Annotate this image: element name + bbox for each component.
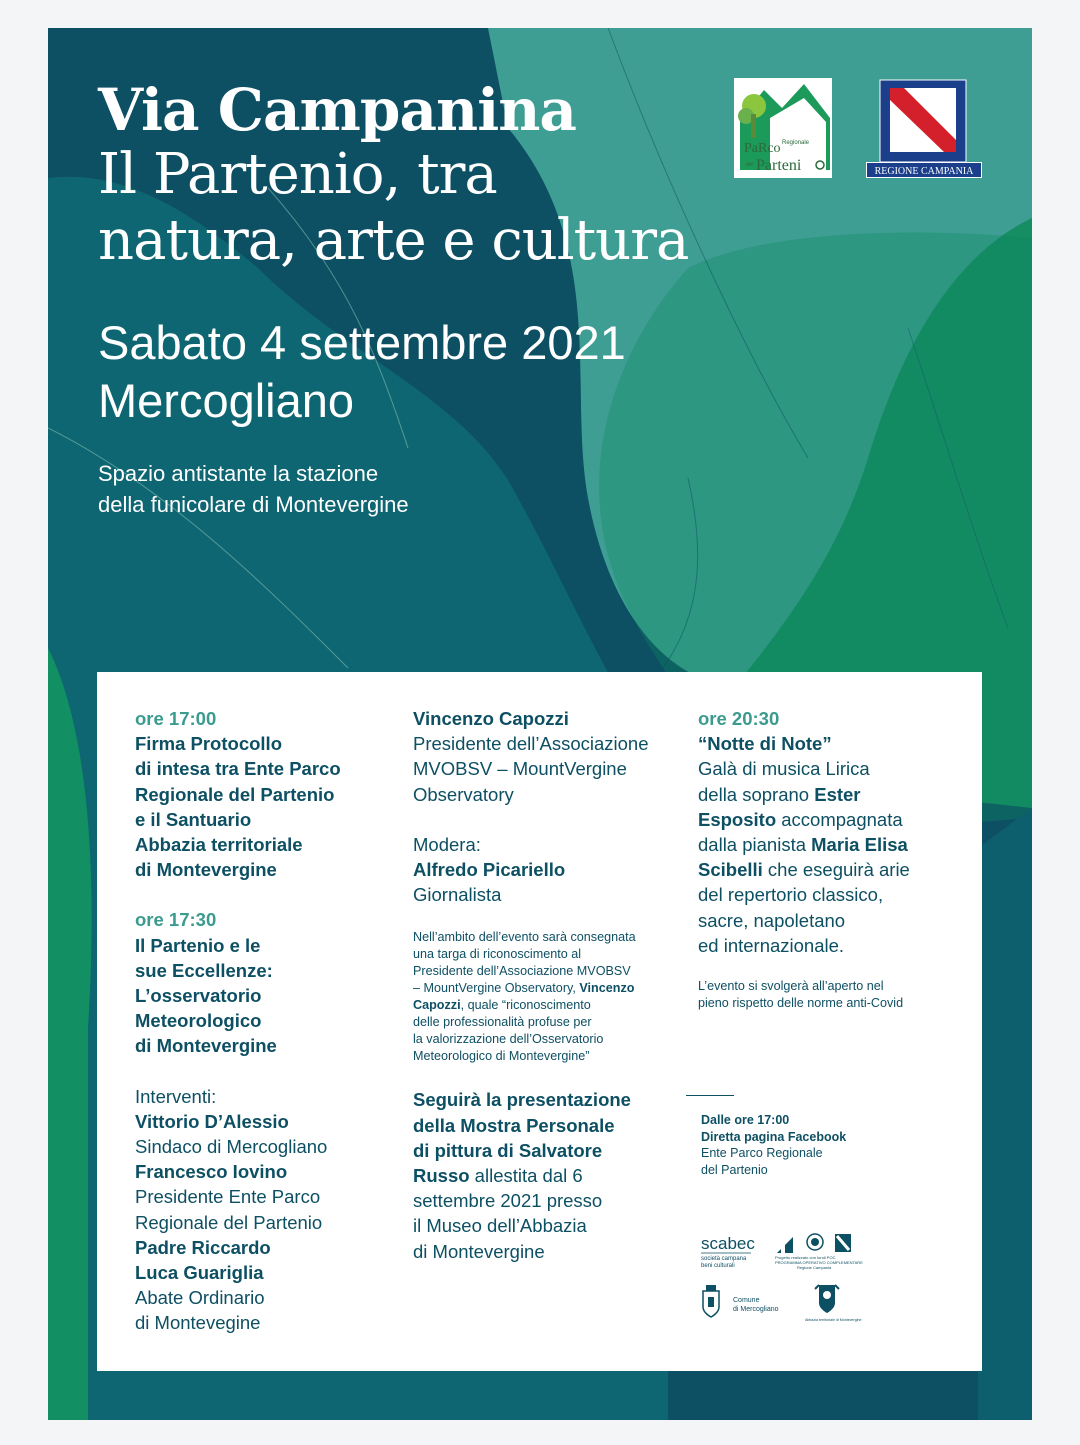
- event-title: [98, 78, 688, 274]
- award-note-line: delle professionalità profuse per: [413, 1015, 592, 1030]
- scabec-logo: scabec: [701, 1234, 755, 1253]
- concert-desc-line: ed internazionale.: [698, 934, 845, 956]
- program-column-3: [698, 706, 943, 1012]
- abbazia-text: Abbazia territoriale di Montevergine: [805, 1318, 862, 1322]
- speaker-role: MVOBSV – MountVergine: [413, 758, 627, 780]
- covid-note-line: L’evento si svolgerà all’aperto nel: [698, 979, 884, 994]
- speaker-name: Francesco Iovino: [135, 1161, 288, 1183]
- regione-logo-text: REGIONE CAMPANIA: [874, 166, 974, 177]
- comune-text-2: di Mercogliano: [733, 1306, 779, 1313]
- award-note-line: una targa di riconoscimento al: [413, 947, 582, 962]
- concert-desc-line: Galà di musica Lirica: [698, 758, 870, 780]
- award-note-name: Vincenzo: [579, 981, 635, 996]
- event-protocol-line: di Montevergine: [135, 859, 277, 881]
- exhibition-line: di pittura di Salvatore: [413, 1139, 603, 1161]
- concert-text: della soprano: [698, 783, 815, 805]
- event-protocol-line: Abbazia territoriale: [135, 834, 303, 856]
- location-line-1: Spazio antistante la stazione: [98, 461, 379, 486]
- parco-logo-regionale: Regionale: [782, 140, 810, 146]
- parco-logo-text-2: Parteni: [756, 157, 802, 174]
- title-line-3: natura, arte e cultura: [98, 208, 689, 273]
- location-line-2: della funicolare di Montevergine: [98, 492, 409, 517]
- award-note-line: la valorizzazione dell’Osservatorio: [413, 1032, 604, 1047]
- exhibition-line: [413, 1163, 673, 1188]
- event-date: Sabato 4 settembre 2021: [98, 316, 626, 369]
- mercogliano-crest-icon: [703, 1285, 719, 1317]
- speaker-role: Observatory: [413, 783, 514, 805]
- poc-logos: [777, 1234, 851, 1253]
- divider: [686, 1095, 734, 1096]
- interventi-label: Interventi:: [135, 1085, 217, 1107]
- program-column-1: [135, 706, 375, 1336]
- event-protocol-line: Regionale del Partenio: [135, 783, 335, 805]
- moderator-name: Alfredo Picariello: [413, 859, 566, 881]
- covid-note-line: pieno rispetto delle norme anti-Covid: [698, 996, 904, 1011]
- program-column-2: [413, 706, 673, 1264]
- comune-text-1: Comune: [733, 1297, 760, 1304]
- event-protocol-line: Firma Protocollo: [135, 733, 282, 755]
- poc-text-1: Progetto realizzato con fondi POC: [775, 1255, 836, 1260]
- speaker-name: Vincenzo Capozzi: [413, 708, 569, 729]
- concert-desc-line: [698, 807, 943, 832]
- facebook-line: del Partenio: [701, 1162, 768, 1177]
- soprano-name: Ester: [814, 783, 861, 805]
- award-note-line: Nell’ambito dell’evento sarà consegnata: [413, 930, 636, 945]
- parco-logo-text-1: PaRco: [744, 141, 781, 156]
- time-17-00: ore 17:00: [135, 708, 217, 729]
- concert-desc-line: [698, 782, 943, 807]
- concert-desc-line: [698, 832, 943, 857]
- speaker-name: Padre Riccardo: [135, 1236, 271, 1258]
- speaker-role: Abate Ordinario: [135, 1287, 265, 1309]
- award-note-name: Capozzi: [413, 998, 461, 1013]
- exhibition-line: il Museo dell’Abbazia: [413, 1215, 587, 1237]
- event-eccellenze-line: sue Eccellenze:: [135, 959, 273, 981]
- speaker-name: Luca Guariglia: [135, 1262, 264, 1284]
- exhibition-line: di Montevergine: [413, 1240, 545, 1262]
- poster: [48, 28, 1032, 1420]
- event-eccellenze-line: Meteorologico: [135, 1010, 262, 1032]
- award-note-line: [413, 997, 673, 1014]
- event-date-block: [98, 314, 626, 430]
- parco-logo-del: del: [746, 162, 753, 168]
- speaker-role: Presidente dell’Associazione: [413, 733, 649, 755]
- speaker-role: Presidente Ente Parco: [135, 1186, 321, 1208]
- poc-text-2: PROGRAMMA OPERATIVO COMPLEMENTARE: [775, 1260, 863, 1265]
- event-eccellenze-line: Il Partenio e le: [135, 934, 261, 956]
- facebook-line: Ente Parco Regionale: [701, 1146, 823, 1161]
- moderator-label: Modera:: [413, 833, 481, 855]
- speaker-role: Regionale del Partenio: [135, 1211, 323, 1233]
- event-eccellenze-line: L’osservatorio: [135, 985, 262, 1007]
- exhibition-line: Seguirà la presentazione: [413, 1089, 631, 1111]
- pianist-name: Scibelli: [698, 859, 763, 881]
- event-protocol-line: di intesa tra Ente Parco: [135, 758, 341, 780]
- title-line-2: Il Partenio, tra: [98, 142, 497, 207]
- exhibition-text: allestita dal 6: [469, 1165, 583, 1187]
- facebook-line: Dalle ore 17:00: [701, 1113, 790, 1127]
- covid-note: [698, 978, 943, 1012]
- exhibition-line: della Mostra Personale: [413, 1114, 615, 1136]
- award-note-line: Presidente dell’Associazione MVOBSV: [413, 964, 631, 979]
- speaker-role: di Montevegine: [135, 1312, 261, 1334]
- award-note-text: , quale “riconoscimento: [460, 998, 591, 1013]
- moderator-role: Giornalista: [413, 884, 502, 906]
- time-20-30: ore 20:30: [698, 708, 780, 729]
- award-note-line: [413, 980, 673, 997]
- sponsor-logos: [697, 1227, 967, 1337]
- abbazia-crest-icon: [815, 1285, 839, 1313]
- concert-text: accompagnata: [776, 808, 903, 830]
- exhibition-artist: Russo: [413, 1165, 470, 1187]
- scabec-sub-2: beni culturali: [701, 1263, 735, 1269]
- concert-title: “Notte di Note”: [698, 733, 832, 755]
- award-note-text: – MountVergine Observatory,: [413, 981, 576, 996]
- soprano-name: Esposito: [698, 808, 777, 830]
- regione-campania-logo: [866, 78, 982, 182]
- time-17-30: ore 17:30: [135, 909, 217, 931]
- exhibition-line: settembre 2021 presso: [413, 1190, 603, 1212]
- award-note-line: Meteorologico di Montevergine”: [413, 1049, 590, 1064]
- pianist-name: Maria Elisa: [811, 834, 908, 856]
- facebook-line: Diretta pagina Facebook: [701, 1129, 847, 1144]
- event-eccellenze-line: di Montevergine: [135, 1035, 277, 1057]
- concert-desc-line: del repertorio classico,: [698, 884, 884, 906]
- speaker-name: Vittorio D’Alessio: [135, 1110, 289, 1132]
- parco-partenio-logo: [734, 78, 832, 178]
- event-protocol-line: e il Santuario: [135, 808, 252, 830]
- title-line-1: Via Campanina: [98, 76, 576, 144]
- event-town: Mercogliano: [98, 374, 355, 427]
- poc-text-3: Regione Campania: [797, 1265, 832, 1270]
- concert-desc-line: sacre, napoletano: [698, 909, 846, 931]
- facebook-live-note: [701, 1112, 846, 1178]
- award-note: [413, 929, 673, 1065]
- event-location: [98, 458, 409, 520]
- exhibition-note: [413, 1087, 673, 1263]
- speaker-role: Sindaco di Mercogliano: [135, 1136, 328, 1158]
- concert-text: che eseguirà arie: [762, 859, 910, 881]
- concert-desc-line: [698, 857, 943, 882]
- program-panel: [97, 672, 982, 1371]
- concert-text: dalla pianista: [698, 834, 812, 856]
- scabec-sub-1: società campana: [701, 1256, 747, 1262]
